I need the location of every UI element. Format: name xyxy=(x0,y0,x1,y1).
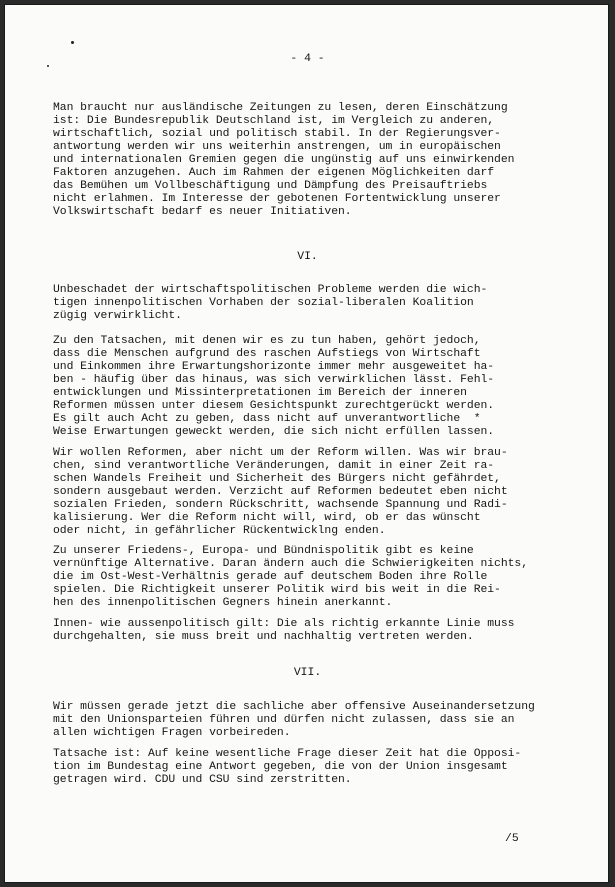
text-line: allen wichtigen Fragen vorbeireden. xyxy=(53,727,291,739)
text-line: vernünftige Alternative. Daran ändern auch die Schwierigkeiten nichts, xyxy=(53,558,528,570)
text-line: schen Wandels Freiheit und Sicherheit des Bürgers nicht gefährdet, xyxy=(53,473,501,485)
text-line: Wir wollen Reformen, aber nicht um der Reform willen. Was wir brau- xyxy=(53,447,508,459)
document-page xyxy=(4,4,609,883)
text-line: chen, sind verantwortliche Veränderungen, damit in einer Zeit ra- xyxy=(53,460,495,472)
text-line: das Bemühen um Vollbeschäftigung und Dämpfung des Preisauftriebs xyxy=(53,180,488,192)
text-line: durchgehalten, sie muss breit und nachhaltig vertreten werden. xyxy=(53,631,474,643)
text-line: Zu den Tatsachen, mit denen wir es zu tun haben, gehört jedoch, xyxy=(53,335,481,347)
text-line: mit den Unionsparteien führen und dürfen nicht zulassen, dass sie an xyxy=(53,714,515,726)
text-line: Es gilt auch Acht zu geben, dass nicht auf unverantwortliche * xyxy=(53,413,481,425)
text-line: Wir müssen gerade jetzt die sachliche aber offensive Auseinandersetzung xyxy=(53,701,535,713)
text-line: und internationalen Gremien gegen die ungünstig auf uns einwirkenden xyxy=(53,154,515,166)
text-line: sondern ausgebaut werden. Verzicht auf Reformen bedeutet eben nicht xyxy=(53,486,508,498)
text-line: Volkswirtschaft bedarf es neuer Initiativen. xyxy=(53,206,352,218)
next-page-marker: /5 xyxy=(505,833,519,845)
text-line: wirtschaftlich, sozial und politisch stabil. In der Regierungsver- xyxy=(53,128,501,140)
text-line: hen des innenpolitischen Gegners hinein anerkannt. xyxy=(53,597,393,609)
text-line: tigen innenpolitischen Vorhaben der sozial-liberalen Koalition xyxy=(53,297,474,309)
text-line: Unbeschadet der wirtschaftspolitischen Probleme werden die wich- xyxy=(53,284,488,296)
text-line: antwortung werden wir uns weiterhin anstrengen, um in europäischen xyxy=(53,141,501,153)
page-number: - 4 - xyxy=(290,53,325,65)
text-line: sozialen Frieden, sondern Rückschritt, wachsende Spannung und Radi- xyxy=(53,499,508,511)
text-line: und Einkommen ihre Erwartungshorizonte immer mehr ausgeweitet ha- xyxy=(53,361,495,373)
text-line: spielen. Die Richtigkeit unserer Politik wird bis weit in die Rei- xyxy=(53,584,501,596)
scan-speck-mark xyxy=(47,65,49,67)
text-line: tion im Bundestag eine Antwort gegeben, die von der Union insgesamt xyxy=(53,761,508,773)
text-line: Reformen müssen unter diesem Gesichtspunkt zurechtgerückt werden. xyxy=(53,400,495,412)
section-heading-vii: VII. xyxy=(293,667,322,679)
text-line: Tatsache ist: Auf keine wesentliche Frage dieser Zeit hat die Opposi- xyxy=(53,748,522,760)
scan-speck-mark xyxy=(71,41,74,44)
text-line: ben - häufig über das hinaus, was sich verwirklichen lässt. Fehl- xyxy=(53,374,495,386)
text-line: getragen wird. CDU und CSU sind zerstritten. xyxy=(53,774,352,786)
text-line: zügig verwirklicht. xyxy=(53,310,182,322)
text-line: die im Ost-West-Verhältnis gerade auf deutschem Boden ihre Rolle xyxy=(53,571,488,583)
section-heading-vi: VI. xyxy=(297,251,318,263)
text-line: Innen- wie aussenpolitisch gilt: Die als richtig erkannte Linie muss xyxy=(53,618,515,630)
text-line: dass die Menschen aufgrund des raschen Aufstiegs von Wirtschaft xyxy=(53,348,481,360)
text-line: Zu unserer Friedens-, Europa- und Bündnispolitik gibt es keine xyxy=(53,545,474,557)
text-line: Weise Erwartungen geweckt werden, die sich nicht erfüllen lassen. xyxy=(53,426,495,438)
text-line: kalisierung. Wer die Reform nicht will, wird, ob er das wünscht xyxy=(53,512,481,524)
text-line: entwicklungen und Missinterpretationen im Bereich der inneren xyxy=(53,387,467,399)
text-line: Faktoren anzugehen. Auch im Rahmen der eigenen Möglichkeiten darf xyxy=(53,167,495,179)
text-line: nicht erlahmen. Im Interesse der gebotenen Fortentwicklung unserer xyxy=(53,193,501,205)
text-line: Man braucht nur ausländische Zeitungen zu lesen, deren Einschätzung xyxy=(53,102,508,114)
text-line: ist: Die Bundesrepublik Deutschland ist, im Vergleich zu anderen, xyxy=(53,115,495,127)
text-line: oder nicht, in gefährlicher Rückentwicklng enden. xyxy=(53,525,386,537)
